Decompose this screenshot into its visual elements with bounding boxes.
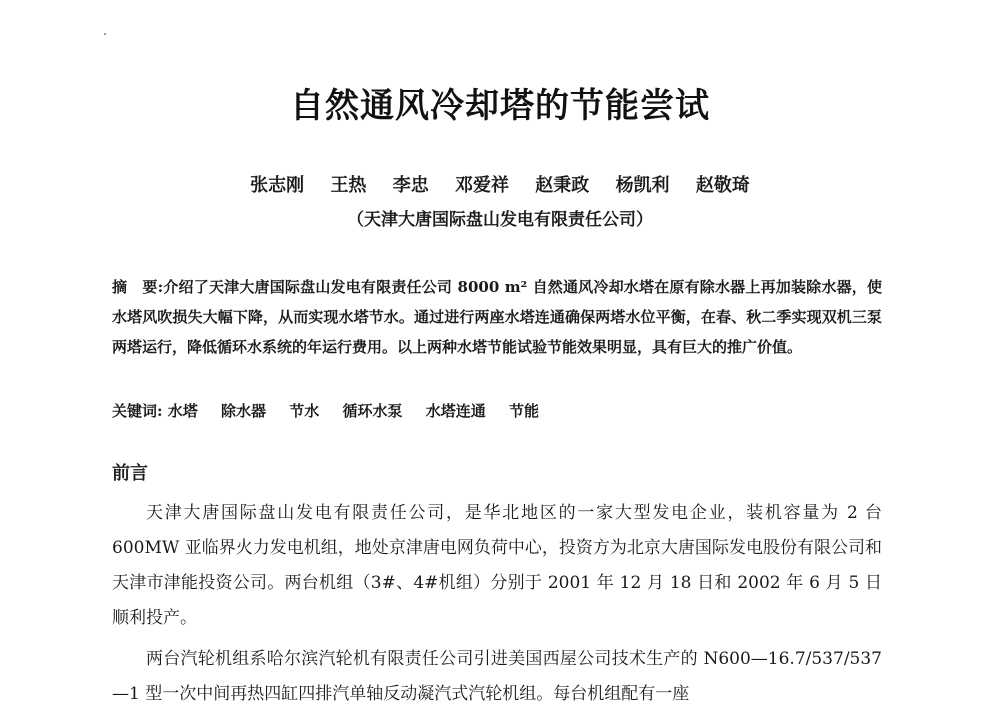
author-name: 王热 [330,175,367,196]
author-name: 杨凯利 [615,175,670,196]
keyword: 水塔连通 [425,402,486,420]
abstract-label: 摘 要: [112,278,164,296]
author-affiliation: （天津大唐国际盘山发电有限责任公司） [347,210,653,230]
author-name: 赵敬琦 [695,175,750,196]
author-name: 张志刚 [250,175,305,196]
paper-title: 自然通风冷却塔的节能尝试 [290,86,710,126]
author-name: 赵秉政 [535,175,590,196]
scan-speck [104,33,106,35]
section-heading: 前言 [112,463,148,484]
abstract [112,272,882,362]
abstract-text: 介绍了天津大唐国际盘山发电有限责任公司 8000 m² 自然通风冷却水塔在原有除水器上再加装除水器，使水塔风吹损失大幅下降，从而实现水塔节水。通过进行两座水塔连通确保两塔水位平衡，在春、秋二季实现双机三泵两塔运行，降低循环水系统的年运行费用。以上两种水塔节能试验节能效果明显，具有巨大的推广价值。 [112,278,882,356]
paragraph: 两台汽轮机组系哈尔滨汽轮机有限责任公司引进美国西屋公司技术生产的 N600—16.7/537/537—1 型一次中间再热四缸四排汽单轴反动凝汽式汽轮机组。每台机组配有一座 [112,649,882,704]
author-name: 邓爱祥 [455,175,509,196]
keyword: 除水器 [221,402,267,420]
paragraph: 天津大唐国际盘山发电有限责任公司，是华北地区的一家大型发电企业，装机容量为 2 台 600MW 亚临界火力发电机组，地处京津唐电网负荷中心，投资方为北京大唐国际发电股份有限公司和天津市津能投资公司。两台机组（3#、4#机组）分别于 2001 年 12 月 18 日和 2002 年 6 月 5 日顺利投产。 [112,503,882,628]
keywords-label: 关键词: [112,402,163,420]
keyword: 节能 [509,402,540,420]
author-list [0,171,1000,197]
keyword: 水塔 [167,402,198,420]
keywords [112,396,882,426]
keyword: 循环水泵 [342,402,403,420]
body-text [112,496,882,718]
keyword: 节水 [289,402,320,420]
author-name: 李忠 [392,175,429,196]
